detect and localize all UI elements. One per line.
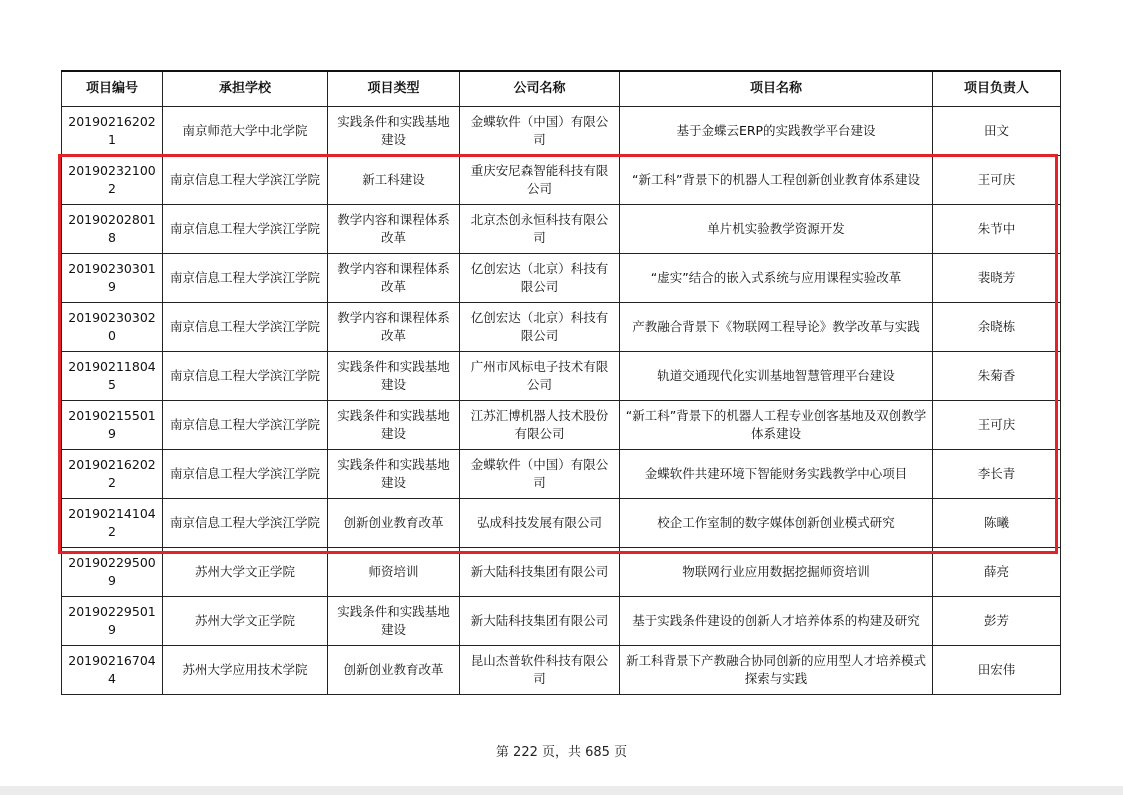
cell-leader: 田宏伟 [933, 646, 1061, 695]
cell-project-code: 201902295019 [62, 597, 163, 646]
cell-project-code: 201902155019 [62, 401, 163, 450]
cell-project-name: “虚实”结合的嵌入式系统与应用课程实验改革 [620, 254, 933, 303]
cell-project-type: 实践条件和实践基地建设 [328, 597, 460, 646]
cell-project-code: 201902303019 [62, 254, 163, 303]
cell-project-code: 201902162022 [62, 450, 163, 499]
cell-project-name: 基于金蝶云ERP的实践教学平台建设 [620, 107, 933, 156]
cell-project-code: 201902162021 [62, 107, 163, 156]
cell-project-name: 物联网行业应用数据挖掘师资培训 [620, 548, 933, 597]
cell-project-type: 实践条件和实践基地建设 [328, 450, 460, 499]
cell-company: 弘成科技发展有限公司 [460, 499, 620, 548]
cell-school: 苏州大学应用技术学院 [163, 646, 328, 695]
cell-company: 江苏汇博机器人技术股份有限公司 [460, 401, 620, 450]
header-project-type: 项目类型 [328, 71, 460, 107]
cell-company: 亿创宏达（北京）科技有限公司 [460, 303, 620, 352]
header-company: 公司名称 [460, 71, 620, 107]
cell-project-type: 教学内容和课程体系改革 [328, 254, 460, 303]
cell-leader: 彭芳 [933, 597, 1061, 646]
cell-company: 北京杰创永恒科技有限公司 [460, 205, 620, 254]
cell-project-code: 201902118045 [62, 352, 163, 401]
cell-school: 南京师范大学中北学院 [163, 107, 328, 156]
cell-school: 南京信息工程大学滨江学院 [163, 156, 328, 205]
cell-project-name: 校企工作室制的数字媒体创新创业模式研究 [620, 499, 933, 548]
cell-leader: 王可庆 [933, 156, 1061, 205]
cell-leader: 裴晓芳 [933, 254, 1061, 303]
cell-project-type: 教学内容和课程体系改革 [328, 205, 460, 254]
table-row [62, 107, 1061, 156]
cell-company: 昆山杰普软件科技有限公司 [460, 646, 620, 695]
cell-company: 新大陆科技集团有限公司 [460, 548, 620, 597]
cell-leader: 朱菊香 [933, 352, 1061, 401]
cell-project-code: 201902303020 [62, 303, 163, 352]
cell-school: 南京信息工程大学滨江学院 [163, 401, 328, 450]
cell-project-name: “新工科”背景下的机器人工程专业创客基地及双创教学体系建设 [620, 401, 933, 450]
table-row [62, 597, 1061, 646]
header-project-code: 项目编号 [62, 71, 163, 107]
cell-leader: 李长青 [933, 450, 1061, 499]
cell-project-code: 201902028018 [62, 205, 163, 254]
cell-school: 南京信息工程大学滨江学院 [163, 352, 328, 401]
cell-project-name: 金蝶软件共建环境下智能财务实践教学中心项目 [620, 450, 933, 499]
viewer-bottom-edge [0, 786, 1123, 795]
cell-company: 新大陆科技集团有限公司 [460, 597, 620, 646]
cell-project-type: 实践条件和实践基地建设 [328, 352, 460, 401]
cell-company: 金蝶软件（中国）有限公司 [460, 107, 620, 156]
cell-company: 重庆安尼森智能科技有限公司 [460, 156, 620, 205]
cell-project-name: 单片机实验教学资源开发 [620, 205, 933, 254]
cell-school: 南京信息工程大学滨江学院 [163, 499, 328, 548]
cell-school: 苏州大学文正学院 [163, 597, 328, 646]
cell-project-name: “新工科”背景下的机器人工程创新创业教育体系建设 [620, 156, 933, 205]
cell-leader: 王可庆 [933, 401, 1061, 450]
header-project-name: 项目名称 [620, 71, 933, 107]
table-row [62, 646, 1061, 695]
cell-project-name: 产教融合背景下《物联网工程导论》教学改革与实践 [620, 303, 933, 352]
project-table [61, 70, 1061, 695]
cell-project-type: 新工科建设 [328, 156, 460, 205]
cell-school: 南京信息工程大学滨江学院 [163, 254, 328, 303]
cell-project-type: 实践条件和实践基地建设 [328, 401, 460, 450]
cell-leader: 朱节中 [933, 205, 1061, 254]
cell-leader: 田文 [933, 107, 1061, 156]
cell-school: 南京信息工程大学滨江学院 [163, 303, 328, 352]
cell-project-type: 创新创业教育改革 [328, 499, 460, 548]
cell-project-type: 教学内容和课程体系改革 [328, 303, 460, 352]
cell-project-type: 创新创业教育改革 [328, 646, 460, 695]
table-row [62, 499, 1061, 548]
cell-company: 金蝶软件（中国）有限公司 [460, 450, 620, 499]
cell-project-name: 基于实践条件建设的创新人才培养体系的构建及研究 [620, 597, 933, 646]
cell-project-code: 201902141042 [62, 499, 163, 548]
cell-company: 广州市风标电子技术有限公司 [460, 352, 620, 401]
table-row [62, 156, 1061, 205]
cell-company: 亿创宏达（北京）科技有限公司 [460, 254, 620, 303]
table-row [62, 254, 1061, 303]
table-header-row [62, 71, 1061, 107]
table-row [62, 303, 1061, 352]
header-leader: 项目负责人 [933, 71, 1061, 107]
cell-leader: 陈曦 [933, 499, 1061, 548]
cell-project-name: 新工科背景下产教融合协同创新的应用型人才培养模式探索与实践 [620, 646, 933, 695]
table-row [62, 450, 1061, 499]
page-number-footer: 第 222 页，共 685 页 [495, 745, 628, 760]
header-school: 承担学校 [163, 71, 328, 107]
cell-school: 南京信息工程大学滨江学院 [163, 205, 328, 254]
cell-leader: 余晓栋 [933, 303, 1061, 352]
table-row [62, 205, 1061, 254]
cell-project-name: 轨道交通现代化实训基地智慧管理平台建设 [620, 352, 933, 401]
table-row [62, 548, 1061, 597]
cell-leader: 薛亮 [933, 548, 1061, 597]
cell-project-type: 实践条件和实践基地建设 [328, 107, 460, 156]
table-row [62, 352, 1061, 401]
cell-project-code: 201902167044 [62, 646, 163, 695]
cell-school: 南京信息工程大学滨江学院 [163, 450, 328, 499]
cell-school: 苏州大学文正学院 [163, 548, 328, 597]
table-row [62, 401, 1061, 450]
cell-project-code: 201902295009 [62, 548, 163, 597]
cell-project-code: 201902321002 [62, 156, 163, 205]
cell-project-type: 师资培训 [328, 548, 460, 597]
